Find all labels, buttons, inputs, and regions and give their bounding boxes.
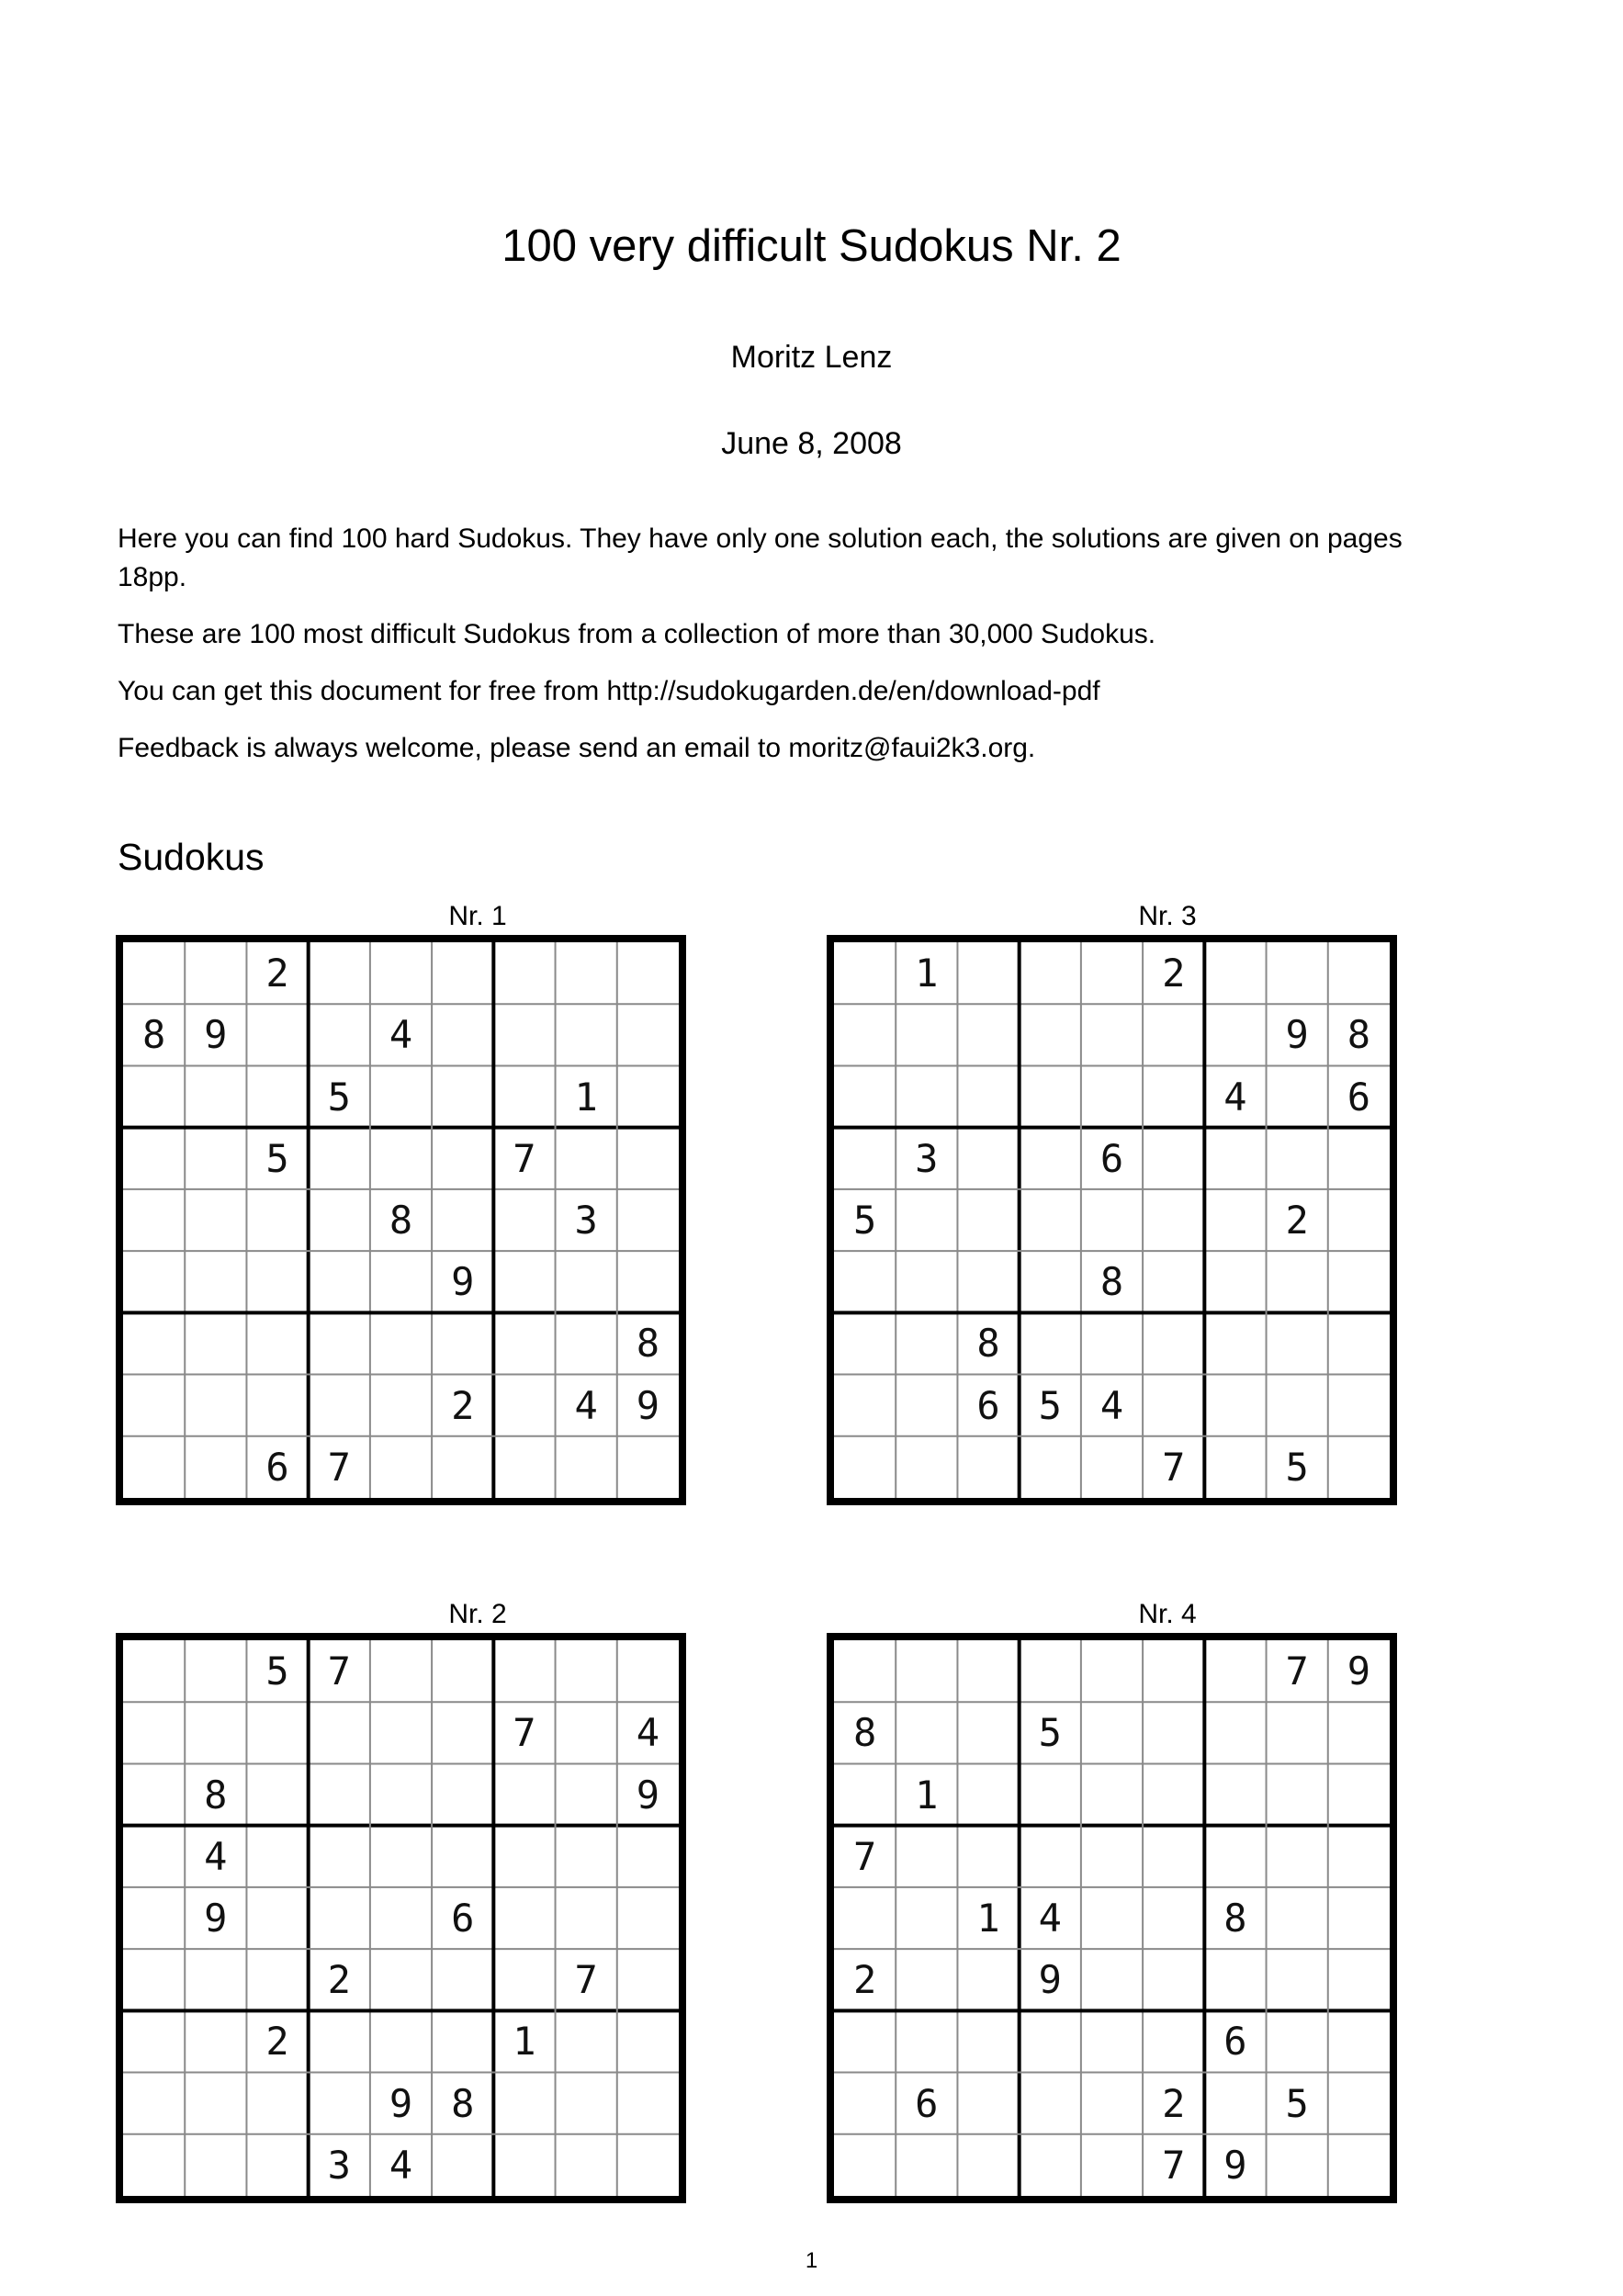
document-title: 100 very difficult Sudokus Nr. 2 bbox=[502, 221, 1121, 271]
sudoku-given: 4 bbox=[389, 1012, 413, 1058]
sudoku-given: 8 bbox=[1099, 1259, 1124, 1305]
section-title: Sudokus bbox=[118, 836, 265, 878]
sudoku-given: 6 bbox=[1223, 2019, 1247, 2065]
intro-paragraph-3: You can get this document for free from http://sudokugarden.de/en/download-pdf bbox=[118, 676, 1100, 706]
sudoku-given: 1 bbox=[574, 1074, 598, 1120]
sudoku-given: 8 bbox=[636, 1321, 660, 1367]
sudoku-given: 3 bbox=[327, 2142, 351, 2188]
sudoku-given: 4 bbox=[574, 1382, 598, 1428]
puzzle-label-2: Nr. 2 bbox=[448, 1599, 507, 1629]
sudoku-grid-2 bbox=[116, 1633, 686, 2203]
sudoku-given: 9 bbox=[1223, 2142, 1247, 2188]
sudoku-given: 8 bbox=[852, 1710, 877, 1756]
sudoku-given: 6 bbox=[451, 1895, 475, 1941]
sudoku-grid-1 bbox=[116, 935, 686, 1505]
sudoku-given: 4 bbox=[1099, 1382, 1124, 1428]
sudoku-given: 6 bbox=[976, 1382, 1000, 1428]
sudoku-given: 4 bbox=[204, 1833, 228, 1879]
sudoku-given: 9 bbox=[1347, 1649, 1371, 1694]
sudoku-grid-4 bbox=[827, 1633, 1397, 2203]
sudoku-given: 8 bbox=[1223, 1895, 1247, 1941]
sudoku-given: 1 bbox=[915, 1772, 939, 1818]
sudoku-given: 5 bbox=[1038, 1382, 1062, 1428]
sudoku-given: 9 bbox=[1285, 1012, 1309, 1058]
puzzle-label-3: Nr. 3 bbox=[1138, 901, 1197, 931]
sudoku-given: 9 bbox=[1038, 1957, 1062, 2003]
sudoku-given: 1 bbox=[976, 1895, 1000, 1941]
sudoku-given: 9 bbox=[451, 1259, 475, 1305]
puzzle-label-1: Nr. 1 bbox=[448, 901, 507, 931]
intro-paragraph-1: Here you can find 100 hard Sudokus. They have only one solution each, the solutions are given on pages 18pp. bbox=[118, 523, 1403, 592]
sudoku-given: 3 bbox=[574, 1197, 598, 1243]
sudoku-given: 6 bbox=[1347, 1074, 1371, 1120]
sudoku-given: 5 bbox=[852, 1197, 877, 1243]
sudoku-given: 3 bbox=[915, 1135, 939, 1181]
author: Moritz Lenz bbox=[730, 340, 893, 375]
sudoku-given: 5 bbox=[327, 1074, 351, 1120]
sudoku-given: 4 bbox=[636, 1710, 660, 1756]
intro-paragraph-2: These are 100 most difficult Sudokus from a collection of more than 30,000 Sudokus. bbox=[118, 619, 1156, 649]
sudoku-given: 7 bbox=[327, 1444, 351, 1490]
sudoku-given: 2 bbox=[1162, 2080, 1186, 2126]
sudoku-given: 7 bbox=[1162, 2142, 1186, 2188]
sudoku-given: 7 bbox=[574, 1957, 598, 2003]
sudoku-given: 7 bbox=[327, 1649, 351, 1694]
sudoku-given: 4 bbox=[389, 2142, 413, 2188]
sudoku-given: 2 bbox=[1162, 951, 1186, 996]
sudoku-given: 9 bbox=[636, 1382, 660, 1428]
sudoku-given: 6 bbox=[1099, 1135, 1124, 1181]
sudoku-given: 7 bbox=[513, 1710, 536, 1756]
sudoku-given: 7 bbox=[852, 1833, 877, 1879]
sudoku-given: 2 bbox=[327, 1957, 351, 2003]
sudoku-given: 8 bbox=[451, 2080, 475, 2126]
sudoku-given: 7 bbox=[1285, 1649, 1309, 1694]
sudoku-given: 2 bbox=[852, 1957, 877, 2003]
intro-paragraph-4: Feedback is always welcome, please send an email to moritz@faui2k3.org. bbox=[118, 733, 1036, 763]
sudoku-given: 5 bbox=[265, 1135, 289, 1181]
sudoku-given: 7 bbox=[1162, 1444, 1186, 1490]
sudoku-given: 5 bbox=[265, 1649, 289, 1694]
sudoku-given: 1 bbox=[513, 2019, 536, 2065]
sudoku-given: 1 bbox=[915, 951, 939, 996]
sudoku-given: 7 bbox=[513, 1135, 536, 1181]
date: June 8, 2008 bbox=[721, 426, 902, 461]
sudoku-given: 6 bbox=[265, 1444, 289, 1490]
sudoku-given: 5 bbox=[1038, 1710, 1062, 1756]
page-number: 1 bbox=[805, 2248, 818, 2273]
sudoku-given: 8 bbox=[389, 1197, 413, 1243]
sudoku-given: 5 bbox=[1285, 1444, 1309, 1490]
sudoku-given: 5 bbox=[1285, 2080, 1309, 2126]
sudoku-given: 9 bbox=[389, 2080, 413, 2126]
sudoku-given: 2 bbox=[1285, 1197, 1309, 1243]
sudoku-given: 2 bbox=[451, 1382, 475, 1428]
sudoku-given: 9 bbox=[204, 1012, 228, 1058]
sudoku-given: 2 bbox=[265, 951, 289, 996]
sudoku-given: 8 bbox=[976, 1321, 1000, 1367]
sudoku-given: 9 bbox=[204, 1895, 228, 1941]
sudoku-grid-3 bbox=[827, 935, 1397, 1505]
puzzle-label-4: Nr. 4 bbox=[1138, 1599, 1197, 1629]
sudoku-given: 8 bbox=[141, 1012, 166, 1058]
sudoku-given: 8 bbox=[204, 1772, 228, 1818]
sudoku-given: 8 bbox=[1347, 1012, 1371, 1058]
sudoku-given: 4 bbox=[1038, 1895, 1062, 1941]
sudoku-given: 9 bbox=[636, 1772, 660, 1818]
sudoku-given: 2 bbox=[265, 2019, 289, 2065]
sudoku-given: 6 bbox=[915, 2080, 939, 2126]
sudoku-given: 4 bbox=[1223, 1074, 1247, 1120]
